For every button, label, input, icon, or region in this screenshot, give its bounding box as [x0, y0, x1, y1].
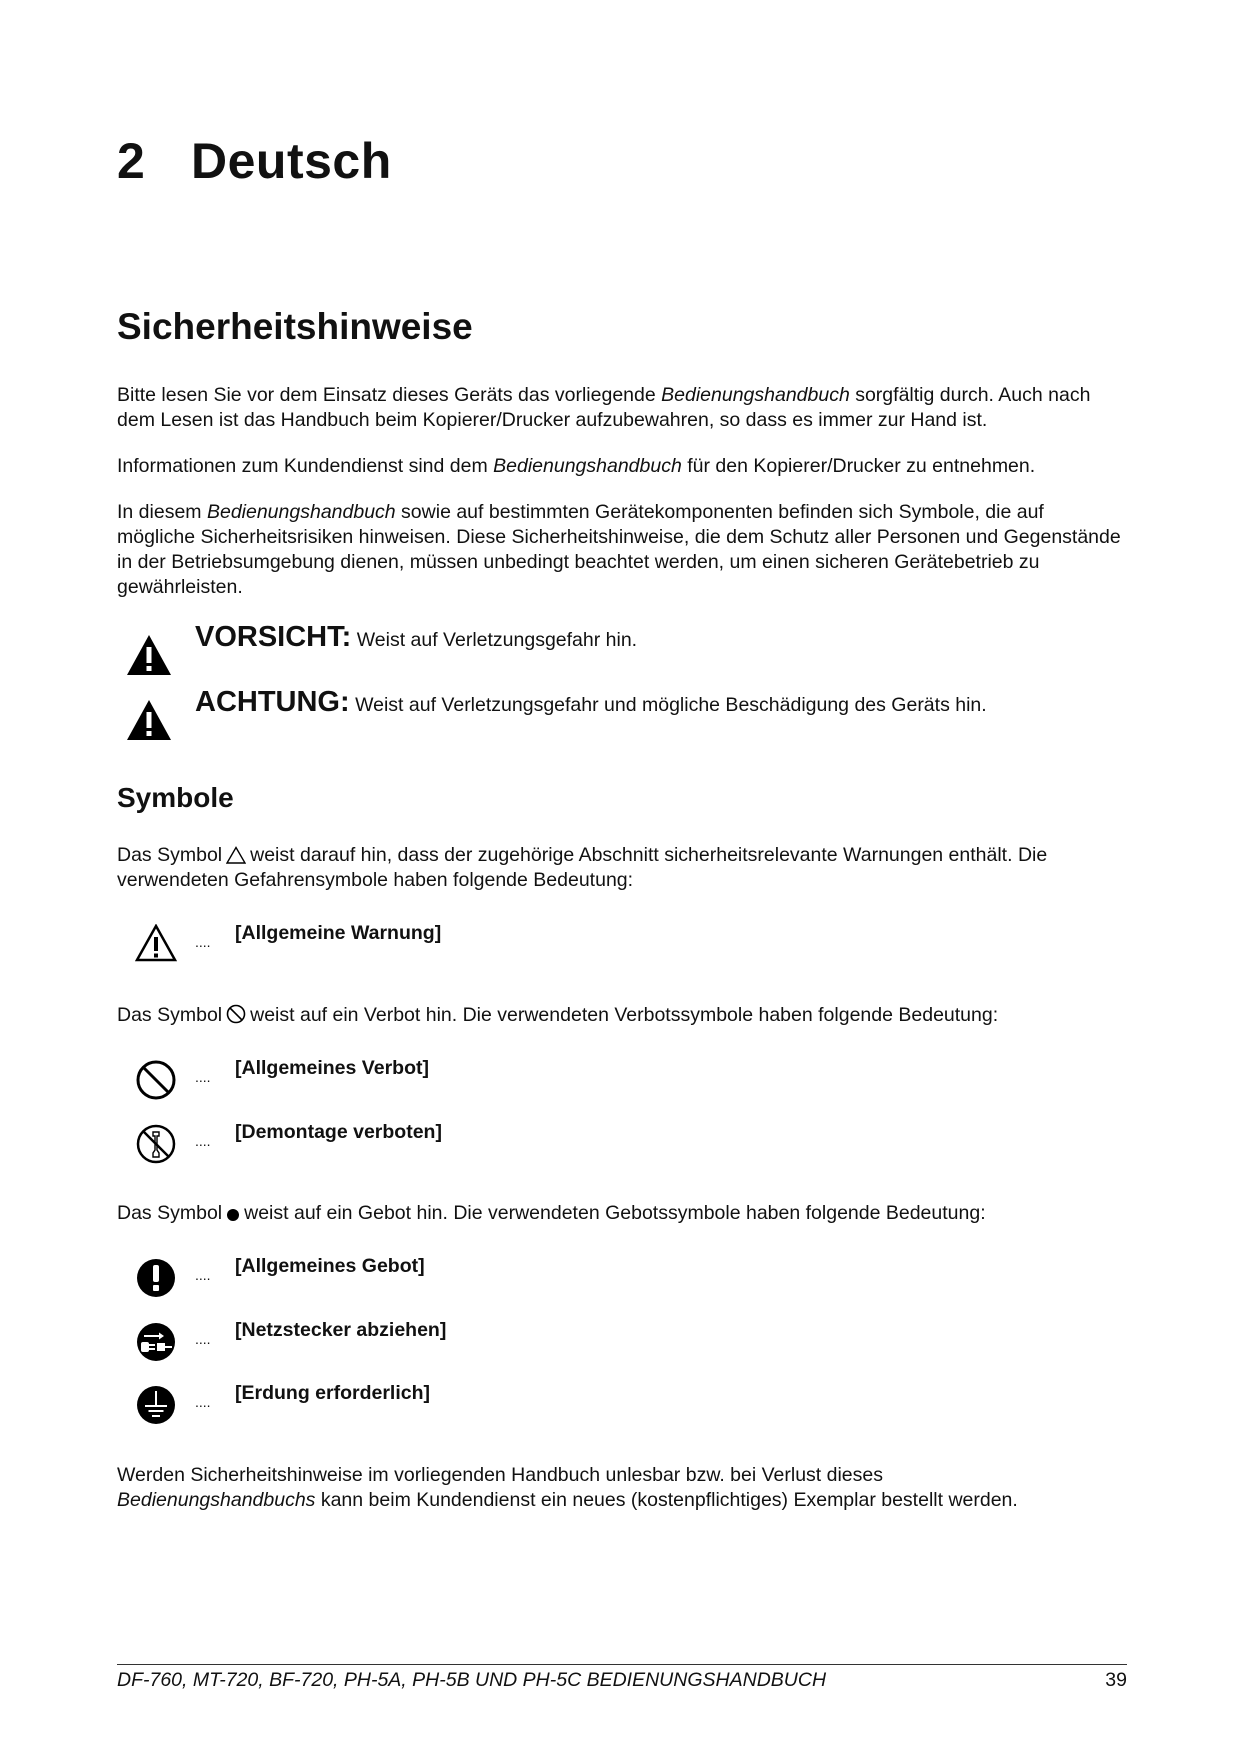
- ground-label: [Erdung erforderlich]: [235, 1382, 431, 1404]
- symbols-mandatory-paragraph: [117, 1201, 1127, 1226]
- warning-triangle-icon: [125, 633, 173, 677]
- dots: ....: [195, 934, 211, 950]
- text: Das Symbol: [117, 1202, 223, 1224]
- manual-name: Bedienungshandbuch: [661, 384, 850, 406]
- general-mandatory-icon: [135, 1257, 177, 1299]
- prohibition-outline-icon: [226, 1004, 246, 1024]
- symbols-triangle-paragraph: [117, 843, 1127, 893]
- no-disassembly-icon: [135, 1123, 177, 1165]
- text: kann beim Kundendienst ein neues (kostenpflichtiges) Exemplar bestellt werden.: [315, 1489, 1018, 1511]
- text: weist auf ein Verbot hin. Die verwendeten Verbotssymbole haben folgende Bedeutung:: [250, 1004, 999, 1026]
- attention-label: [195, 686, 987, 719]
- text: weist auf ein Gebot hin. Die verwendeten Gebotssymbole haben folgende Bedeutung:: [244, 1202, 986, 1224]
- closing-paragraph: [117, 1463, 1077, 1513]
- caution-text: Weist auf Verletzungsgefahr hin.: [351, 629, 638, 651]
- manual-name: Bedienungshandbuch: [206, 501, 396, 523]
- text: sorgfältig durch. Auch nach dem Lesen ist das Handbuch beim Kopierer/Drucker aufzubewahren, so dass es immer zur Hand ist.: [117, 384, 1091, 431]
- manual-name: Bedienungshandbuch: [493, 455, 682, 477]
- ground-icon: [135, 1384, 177, 1426]
- dots: ....: [195, 1069, 211, 1085]
- text: für den Kopierer/Drucker zu entnehmen.: [681, 455, 1036, 477]
- caution-keyword: VORSICHT:: [195, 621, 352, 653]
- dots: ....: [195, 1133, 211, 1149]
- manual-name: Bedienungshandbuchs: [117, 1489, 316, 1511]
- intro-paragraph-2: [117, 454, 1127, 479]
- general-warning-icon: [135, 924, 177, 962]
- filled-circle-icon: [226, 1208, 240, 1222]
- warning-triangle-icon: [125, 698, 173, 742]
- symbols-title: Symbole: [117, 782, 234, 813]
- symbols-prohibit-paragraph: [117, 1003, 1127, 1028]
- chapter-number: 2: [117, 133, 146, 189]
- section-title: Sicherheitshinweise: [117, 306, 473, 347]
- chapter-title: Deutsch: [191, 133, 392, 189]
- dots: ....: [195, 1394, 211, 1410]
- dots: ....: [195, 1331, 211, 1347]
- text: weist darauf hin, dass der zugehörige Abschnitt sicherheitsrelevante Warnungen enthält. Die verwendeten Gefahrensymbole haben folgende Bedeutung:: [117, 844, 1048, 891]
- text: In diesem: [117, 501, 207, 523]
- general-prohibition-label: [Allgemeines Verbot]: [235, 1057, 429, 1079]
- general-mandatory-label: [Allgemeines Gebot]: [235, 1255, 425, 1277]
- general-prohibition-icon: [135, 1059, 177, 1101]
- intro-paragraph-3: [117, 500, 1127, 600]
- text: Informationen zum Kundendienst sind dem: [117, 455, 494, 477]
- attention-text: Weist auf Verletzungsgefahr und mögliche Beschädigung des Geräts hin.: [349, 694, 987, 716]
- unplug-label: [Netzstecker abziehen]: [235, 1319, 447, 1341]
- text: sowie auf bestimmten Gerätekomponenten befinden sich Symbole, die auf mögliche Sicherheitsrisiken hinweisen. Diese Sicherheitshinweise, die dem Schutz aller Personen und Gegenstände in der Betriebsumgebung dienen, müssen unbedingt beachtet werden, um einen sicheren Gerätebetrieb zu gewährleisten.: [117, 501, 1121, 598]
- text: Das Symbol: [117, 1004, 223, 1026]
- caution-label: [195, 621, 637, 654]
- dots: ....: [195, 1267, 211, 1283]
- text: Werden Sicherheitshinweise im vorliegenden Handbuch unlesbar bzw. bei Verlust dieses: [117, 1464, 883, 1486]
- page-number: 39: [1105, 1669, 1127, 1691]
- no-disassembly-label: [Demontage verboten]: [235, 1121, 442, 1143]
- intro-paragraph-1: [117, 383, 1127, 433]
- chapter-heading: [117, 132, 392, 190]
- general-warning-label: [Allgemeine Warnung]: [235, 922, 442, 944]
- attention-keyword: ACHTUNG:: [195, 686, 350, 718]
- footer: [117, 1669, 1127, 1692]
- footer-title: DF-760, MT-720, BF-720, PH-5A, PH-5B UND PH-5C BEDIENUNGSHANDBUCH: [117, 1669, 827, 1691]
- triangle-outline-icon: [226, 846, 246, 864]
- unplug-icon: [135, 1321, 177, 1363]
- footer-divider: [117, 1664, 1127, 1665]
- text: Das Symbol: [117, 844, 223, 866]
- text: Bitte lesen Sie vor dem Einsatz dieses Geräts das vorliegende: [117, 384, 662, 406]
